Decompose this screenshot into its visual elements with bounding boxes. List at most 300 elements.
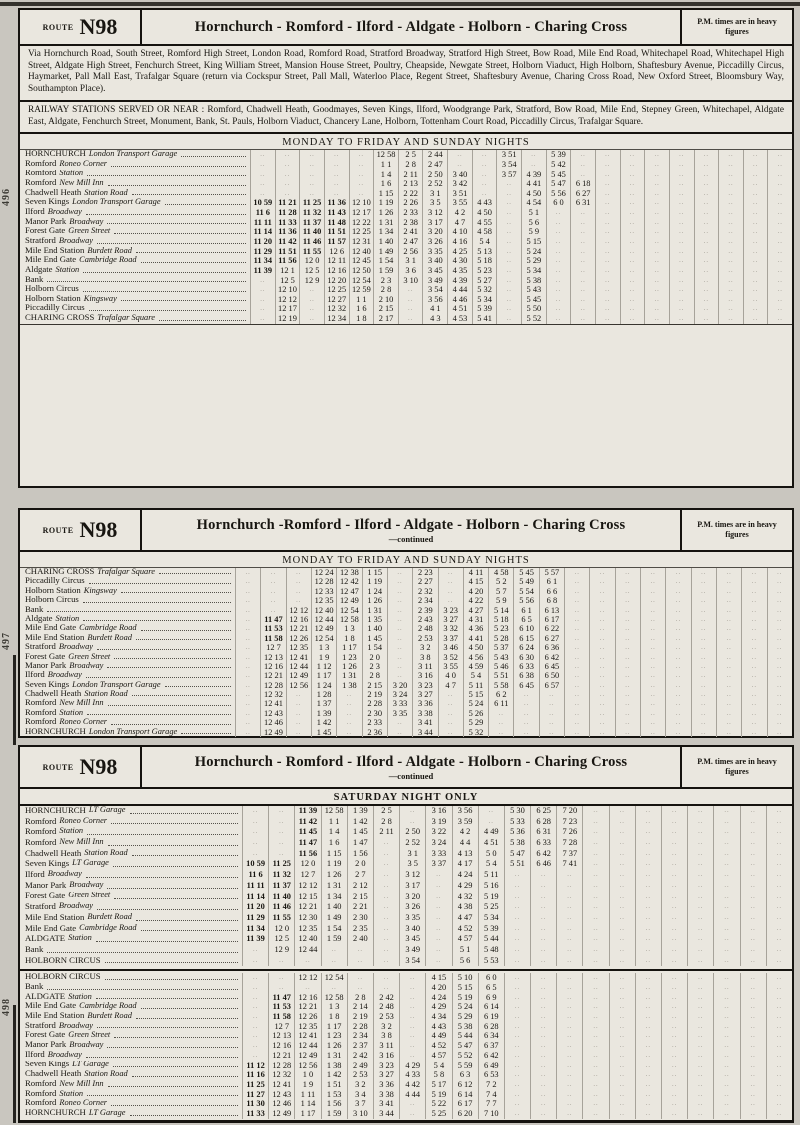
time-cell: .. xyxy=(740,973,766,983)
time-cell: 6 10 xyxy=(513,624,538,633)
time-cell: .. xyxy=(438,709,463,718)
time-cell: .. xyxy=(556,913,582,924)
timetable-row xyxy=(20,577,792,586)
time-cell: .. xyxy=(496,237,521,247)
time-cell: 3 44 xyxy=(373,1109,399,1119)
time-cell: .. xyxy=(615,662,640,671)
dotted-leader xyxy=(114,898,238,899)
time-cell: 4 29 xyxy=(452,881,478,892)
time-cell: 1 3 xyxy=(336,624,361,633)
time-cell: .. xyxy=(595,285,620,295)
time-cell: 12 28 xyxy=(260,681,285,690)
time-cell: .. xyxy=(716,634,741,643)
time-cell: 3 45 xyxy=(399,934,425,945)
time-cell: .. xyxy=(644,314,669,324)
time-cell: .. xyxy=(687,827,713,838)
time-cell: .. xyxy=(640,596,665,605)
time-cell: .. xyxy=(438,699,463,708)
time-cell: .. xyxy=(743,237,768,247)
timetable-row xyxy=(20,892,792,903)
time-cell: 3 1 xyxy=(398,256,423,266)
time-cell: .. xyxy=(321,945,347,956)
time-cell: 12 32 xyxy=(260,690,285,699)
time-cell: 2 11 xyxy=(373,827,399,838)
panel-header xyxy=(20,10,792,46)
time-cell: .. xyxy=(268,849,294,860)
time-cell: 11 12 xyxy=(242,1061,268,1071)
route-number: N98 xyxy=(79,754,118,779)
time-cell: 12 42 xyxy=(336,577,361,586)
time-cell: 2 36 xyxy=(362,728,387,737)
panel-header xyxy=(20,747,792,789)
time-cell: 1 34 xyxy=(373,227,398,237)
time-cell: .. xyxy=(373,934,399,945)
time-cell: 1 6 xyxy=(349,304,374,314)
time-cell: .. xyxy=(687,956,713,967)
time-cell: .. xyxy=(556,1099,582,1109)
timetable-row xyxy=(20,1099,792,1109)
time-cell: .. xyxy=(546,227,571,237)
timetable-row xyxy=(20,227,792,237)
time-cell: 12 58 xyxy=(321,806,347,817)
dotted-leader xyxy=(121,592,231,593)
time-cell: 6 27 xyxy=(570,189,595,199)
time-cell: .. xyxy=(635,1090,661,1100)
time-cell: .. xyxy=(496,198,521,208)
time-cell: 12 10 xyxy=(349,198,374,208)
timetable-row xyxy=(20,568,792,577)
time-cell: 4 59 xyxy=(463,662,488,671)
time-cell: 1 45 xyxy=(347,827,373,838)
time-cell: 3 24 xyxy=(387,690,412,699)
time-cell: .. xyxy=(609,934,635,945)
time-cell: .. xyxy=(615,699,640,708)
time-cell: .. xyxy=(504,1031,530,1041)
time-cell: 4 30 xyxy=(447,256,472,266)
time-cell: .. xyxy=(589,568,614,577)
time-cell: .. xyxy=(235,653,260,662)
time-cell: 5 34 xyxy=(478,913,504,924)
time-cell: .. xyxy=(242,817,268,828)
time-cell: 5 46 xyxy=(488,662,513,671)
time-cell: 5 47 xyxy=(504,849,530,860)
time-cell: .. xyxy=(564,653,589,662)
time-cell: .. xyxy=(687,1070,713,1080)
time-cell: .. xyxy=(595,227,620,237)
time-cell: .. xyxy=(235,634,260,643)
time-cell: 5 39 xyxy=(546,150,571,160)
time-cell: 12 40 xyxy=(294,934,320,945)
time-cell: .. xyxy=(530,945,556,956)
time-cell: 12 56 xyxy=(294,1061,320,1071)
time-cell: .. xyxy=(766,838,792,849)
time-cell: .. xyxy=(743,247,768,257)
time-cell: .. xyxy=(242,973,268,983)
time-cell: 11 51 xyxy=(275,247,300,257)
time-cell: 6 2 xyxy=(488,690,513,699)
time-cell: 5 51 xyxy=(504,859,530,870)
time-cell: 1 38 xyxy=(321,1061,347,1071)
time-cell: .. xyxy=(349,150,374,160)
station-name: Mile End Station Burdett Road xyxy=(20,1012,242,1022)
time-cell: 11 36 xyxy=(324,198,349,208)
time-cell: .. xyxy=(766,1022,792,1032)
time-cell: .. xyxy=(504,892,530,903)
time-cell: .. xyxy=(713,983,739,993)
station-name: Stratford Broadway xyxy=(20,237,250,247)
time-cell: .. xyxy=(504,870,530,881)
time-cell: .. xyxy=(399,1099,425,1109)
time-cell: .. xyxy=(242,1012,268,1022)
time-cell: .. xyxy=(767,189,792,199)
time-cell: 12 54 xyxy=(311,634,336,643)
dotted-leader xyxy=(136,639,231,640)
dotted-leader xyxy=(114,1037,238,1038)
dotted-leader xyxy=(132,855,238,856)
station-name: Forest Gate Green Street xyxy=(20,653,235,662)
time-cell: .. xyxy=(766,1061,792,1071)
time-cell: 3 41 xyxy=(373,1099,399,1109)
time-cell: .. xyxy=(718,160,743,170)
time-cell: 11 56 xyxy=(294,849,320,860)
time-cell: 2 26 xyxy=(398,198,423,208)
time-cell: 1 17 xyxy=(336,643,361,652)
dotted-leader xyxy=(114,658,231,659)
time-cell: .. xyxy=(640,718,665,727)
time-cell: .. xyxy=(530,870,556,881)
time-cell: .. xyxy=(665,587,690,596)
time-cell: 2 8 xyxy=(373,285,398,295)
time-cell: 5 58 xyxy=(488,681,513,690)
time-cell: .. xyxy=(718,266,743,276)
time-cell: .. xyxy=(609,1012,635,1022)
time-cell: .. xyxy=(635,913,661,924)
time-cell: .. xyxy=(661,934,687,945)
time-cell: 2 56 xyxy=(398,247,423,257)
time-cell: .. xyxy=(766,881,792,892)
time-cell: .. xyxy=(620,237,645,247)
timetable-row xyxy=(20,150,792,160)
panel-title: Hornchurch -Romford - Ilford - Aldgate - Holborn - Charing Cross xyxy=(196,516,626,533)
time-cell: 1 59 xyxy=(321,934,347,945)
time-cell: .. xyxy=(669,227,694,237)
time-cell: .. xyxy=(609,945,635,956)
time-cell: .. xyxy=(740,1051,766,1061)
time-cell: .. xyxy=(687,1012,713,1022)
time-cell: .. xyxy=(718,179,743,189)
time-cell: .. xyxy=(438,728,463,737)
time-cell: .. xyxy=(589,718,614,727)
time-cell: .. xyxy=(570,150,595,160)
time-cell: .. xyxy=(620,276,645,286)
station-name: Chadwell Heath Station Road xyxy=(20,690,235,699)
timetable-row xyxy=(20,237,792,247)
time-cell: .. xyxy=(564,596,589,605)
time-cell: .. xyxy=(718,218,743,228)
time-cell: 3 33 xyxy=(425,849,451,860)
time-cell: .. xyxy=(595,266,620,276)
time-cell: 11 11 xyxy=(242,881,268,892)
time-cell: 4 0 xyxy=(438,671,463,680)
time-cell: .. xyxy=(767,634,792,643)
time-cell: .. xyxy=(644,150,669,160)
time-cell: 6 57 xyxy=(539,681,564,690)
time-cell: 12 12 xyxy=(275,295,300,305)
time-cell: .. xyxy=(665,718,690,727)
time-cell: 3 44 xyxy=(412,728,437,737)
time-cell: .. xyxy=(268,806,294,817)
time-cell: .. xyxy=(767,568,792,577)
timetable-row xyxy=(20,1051,792,1061)
time-cell: .. xyxy=(766,1041,792,1051)
time-cell: .. xyxy=(669,256,694,266)
time-cell: .. xyxy=(595,208,620,218)
time-cell: .. xyxy=(661,913,687,924)
time-cell: .. xyxy=(556,945,582,956)
time-cell: 11 34 xyxy=(242,924,268,935)
time-cell: 1 24 xyxy=(362,587,387,596)
time-cell: .. xyxy=(740,1080,766,1090)
time-cell: .. xyxy=(496,266,521,276)
time-cell: .. xyxy=(504,956,530,967)
time-cell: .. xyxy=(669,198,694,208)
time-cell: 11 45 xyxy=(294,827,320,838)
time-cell: 12 28 xyxy=(268,1061,294,1071)
time-cell: 12 54 xyxy=(321,973,347,983)
time-cell: .. xyxy=(740,1109,766,1119)
station-name: Piccadilly Circus xyxy=(20,304,250,314)
time-cell: 12 0 xyxy=(294,859,320,870)
time-cell: .. xyxy=(478,817,504,828)
time-cell: .. xyxy=(570,266,595,276)
station-name: Manor Park Broadway xyxy=(20,1041,242,1051)
time-cell: 4 7 xyxy=(438,681,463,690)
dotted-leader xyxy=(165,686,231,687)
time-cell: .. xyxy=(530,1041,556,1051)
time-cell: 3 42 xyxy=(447,179,472,189)
time-cell: .. xyxy=(687,913,713,924)
time-cell: 6 25 xyxy=(530,806,556,817)
route-label: ROUTE xyxy=(42,525,74,535)
station-name: CHARING CROSS Trafalgar Square xyxy=(20,314,250,324)
time-cell: 4 44 xyxy=(399,1090,425,1100)
time-cell: .. xyxy=(635,934,661,945)
time-cell: 6 36 xyxy=(539,643,564,652)
time-cell: .. xyxy=(718,208,743,218)
dotted-leader xyxy=(83,620,231,621)
time-cell: 2 53 xyxy=(347,1070,373,1080)
time-cell: 12 31 xyxy=(349,237,374,247)
timetable-row xyxy=(20,624,792,633)
time-cell: .. xyxy=(640,653,665,662)
time-cell: .. xyxy=(691,568,716,577)
time-cell: .. xyxy=(691,653,716,662)
time-cell: 6 31 xyxy=(570,198,595,208)
time-cell: 5 38 xyxy=(504,838,530,849)
time-cell: 1 34 xyxy=(321,892,347,903)
time-cell: 12 5 xyxy=(299,266,324,276)
timetable-row xyxy=(20,681,792,690)
time-cell: .. xyxy=(504,945,530,956)
time-cell: 12 28 xyxy=(311,577,336,586)
time-cell: .. xyxy=(260,568,285,577)
time-cell: .. xyxy=(718,304,743,314)
time-cell: .. xyxy=(665,662,690,671)
time-cell: 5 1 xyxy=(452,945,478,956)
time-cell: 1 9 xyxy=(311,653,336,662)
time-cell: .. xyxy=(766,1090,792,1100)
time-cell: .. xyxy=(242,849,268,860)
time-cell: 5 24 xyxy=(463,699,488,708)
dotted-leader xyxy=(47,281,246,282)
time-cell: .. xyxy=(387,643,412,652)
time-cell: 11 47 xyxy=(294,838,320,849)
time-cell: .. xyxy=(694,266,719,276)
time-cell: 4 41 xyxy=(521,179,546,189)
time-cell: .. xyxy=(539,728,564,737)
time-cell: .. xyxy=(716,624,741,633)
time-cell: 3 40 xyxy=(422,256,447,266)
time-cell: .. xyxy=(349,170,374,180)
time-cell: .. xyxy=(635,1109,661,1119)
time-cell: .. xyxy=(570,295,595,305)
time-cell: .. xyxy=(691,587,716,596)
time-cell: 12 46 xyxy=(268,1099,294,1109)
time-cell: 3 54 xyxy=(496,160,521,170)
time-cell: .. xyxy=(767,709,792,718)
time-cell: .. xyxy=(582,956,608,967)
time-cell: .. xyxy=(609,838,635,849)
time-cell: 6 0 xyxy=(546,198,571,208)
station-name: Seven Kings LT Garage xyxy=(20,1061,242,1071)
time-cell: 12 11 xyxy=(324,256,349,266)
time-cell: 7 4 xyxy=(478,1090,504,1100)
time-cell: 2 49 xyxy=(347,1061,373,1071)
time-cell: .. xyxy=(766,827,792,838)
time-cell: .. xyxy=(741,606,766,615)
time-cell: .. xyxy=(595,295,620,305)
time-cell: 4 39 xyxy=(521,170,546,180)
time-cell: 1 56 xyxy=(347,849,373,860)
time-cell: .. xyxy=(530,956,556,967)
time-cell: 1 37 xyxy=(311,699,336,708)
route-badge xyxy=(20,747,142,787)
time-cell: 11 40 xyxy=(299,227,324,237)
time-cell: .. xyxy=(635,849,661,860)
timetable-row xyxy=(20,1109,792,1119)
time-cell: .. xyxy=(687,881,713,892)
time-cell: .. xyxy=(235,662,260,671)
blank-area xyxy=(20,324,792,486)
timetable-row xyxy=(20,160,792,170)
time-cell: 11 25 xyxy=(299,198,324,208)
time-cell: .. xyxy=(582,1080,608,1090)
time-cell: .. xyxy=(669,314,694,324)
time-cell: 1 0 xyxy=(294,1070,320,1080)
time-cell: .. xyxy=(570,314,595,324)
time-cell: 2 52 xyxy=(422,179,447,189)
time-cell: 4 58 xyxy=(488,568,513,577)
station-name: Mile End Gate Cambridge Road xyxy=(20,924,242,935)
time-cell: .. xyxy=(615,615,640,624)
time-cell: .. xyxy=(718,295,743,305)
timetable-row xyxy=(20,983,792,993)
time-cell: .. xyxy=(556,1002,582,1012)
time-cell: 6 9 xyxy=(478,993,504,1003)
time-cell: .. xyxy=(589,606,614,615)
time-cell: 11 37 xyxy=(299,218,324,228)
dotted-leader xyxy=(89,310,246,311)
time-cell: 11 33 xyxy=(275,218,300,228)
time-cell: .. xyxy=(766,934,792,945)
time-cell: 3 59 xyxy=(452,817,478,828)
time-cell: .. xyxy=(556,956,582,967)
time-cell: 6 42 xyxy=(539,653,564,662)
time-cell: .. xyxy=(669,179,694,189)
time-cell: .. xyxy=(640,624,665,633)
time-cell: .. xyxy=(589,615,614,624)
time-cell: .. xyxy=(713,892,739,903)
time-cell: 6 6 xyxy=(539,587,564,596)
time-cell: .. xyxy=(640,728,665,737)
time-cell: .. xyxy=(741,587,766,596)
time-cell: 5 10 xyxy=(452,973,478,983)
time-cell: 1 51 xyxy=(321,1080,347,1090)
time-cell: 5 45 xyxy=(513,568,538,577)
time-cell: .. xyxy=(661,993,687,1003)
timetable-row xyxy=(20,587,792,596)
time-cell: 2 8 xyxy=(347,993,373,1003)
time-cell: 3 10 xyxy=(398,276,423,286)
time-cell: .. xyxy=(589,709,614,718)
time-cell: .. xyxy=(387,606,412,615)
time-cell: .. xyxy=(570,237,595,247)
time-cell: 1 17 xyxy=(311,671,336,680)
time-cell: 5 32 xyxy=(463,728,488,737)
time-cell: .. xyxy=(766,983,792,993)
time-cell: 3 2 xyxy=(373,1022,399,1032)
time-cell: 5 42 xyxy=(546,160,571,170)
time-cell: .. xyxy=(743,304,768,314)
time-cell: .. xyxy=(640,577,665,586)
time-cell: .. xyxy=(556,1012,582,1022)
time-cell: 1 38 xyxy=(336,681,361,690)
time-cell: .. xyxy=(609,993,635,1003)
dotted-leader xyxy=(89,583,231,584)
time-cell: .. xyxy=(661,838,687,849)
time-cell: 3 32 xyxy=(438,624,463,633)
time-cell: 11 57 xyxy=(324,237,349,247)
time-cell: .. xyxy=(399,973,425,983)
time-cell: .. xyxy=(687,934,713,945)
dotted-leader xyxy=(107,667,231,668)
station-name: Mile End Station Burdett Road xyxy=(20,634,235,643)
dotted-leader xyxy=(108,185,246,186)
time-cell: 12 0 xyxy=(299,256,324,266)
time-cell: .. xyxy=(556,1061,582,1071)
time-cell: .. xyxy=(661,1041,687,1051)
pm-note: P.M. times are in heavy figures xyxy=(680,10,792,44)
time-cell: .. xyxy=(286,709,311,718)
time-cell: .. xyxy=(640,643,665,652)
time-cell: .. xyxy=(716,653,741,662)
time-cell: .. xyxy=(665,624,690,633)
dotted-leader xyxy=(107,888,238,889)
page-number: 497 xyxy=(1,632,12,650)
time-cell: .. xyxy=(504,993,530,1003)
time-cell: .. xyxy=(425,881,451,892)
time-cell: 2 3 xyxy=(373,276,398,286)
